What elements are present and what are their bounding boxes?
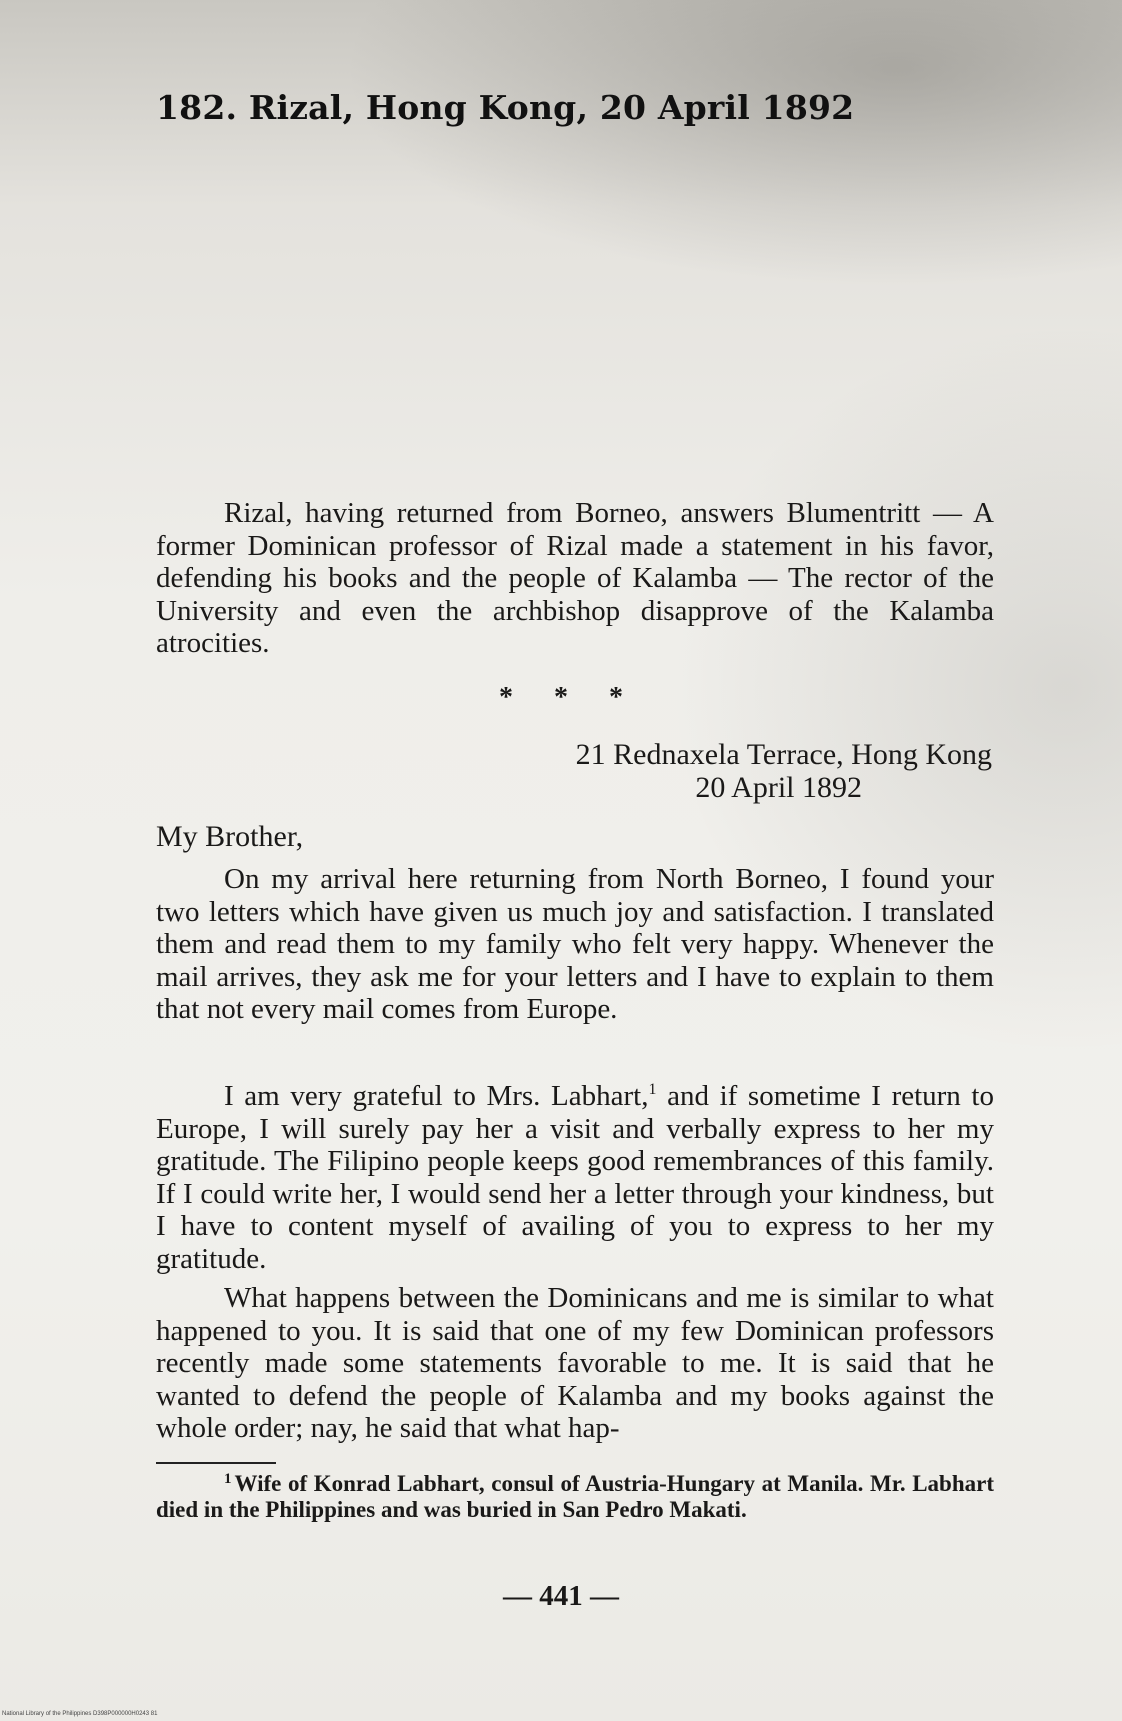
- separator-star: *: [609, 682, 623, 713]
- scan-credit: National Library of the Philippines D398P000000H0243 81: [2, 1711, 158, 1717]
- page-number: — 441 —: [503, 1580, 619, 1612]
- letter-date: 20 April 1892: [695, 771, 862, 804]
- body-paragraph-1: On my arrival here returning from North Borneo, I found your two letters which have given us much joy and satisfaction. I translated them and read them to my family who felt very happy. Whenever the mail arrives, they ask me for your letters and I have to explain to them that not every mail comes from Europe.: [156, 863, 994, 1025]
- separator-star: *: [499, 682, 513, 713]
- section-separator: [0, 682, 1122, 714]
- salutation: My Brother,: [156, 820, 304, 853]
- separator-star: *: [554, 682, 568, 713]
- footnote-text: Wife of Konrad Labhart, consul of Austria-Hungary at Manila. Mr. Labhart died in the Philippines and was buried in San Pedro Makati.: [156, 1471, 994, 1522]
- footnote-divider: [156, 1462, 276, 1464]
- body-paragraph-3: What happens between the Dominicans and me is similar to what happened to you. It is said that one of my few Dominican professors recently made some statements favorable to me. It is said that he wanted to defend the people of Kalamba and my books against the whole order; nay, he said that what hap-: [156, 1282, 994, 1444]
- footnote-number: 1: [224, 1471, 232, 1487]
- sender-address: 21 Rednaxela Terrace, Hong Kong: [575, 738, 992, 771]
- paragraph-text: and if sometime I return to Europe, I will surely pay her a visit and verbally express to her my gratitude. The Filipino people keeps good remembrances of this family. If I could write her, I would send her a letter through your kindness, but I have to content myself of availing of you to express to her my gratitude.: [156, 1080, 994, 1275]
- letter-summary: Rizal, having returned from Borneo, answers Blumentritt — A former Dominican professor of Rizal made a statement in his favor, defending his books and the people of Kalamba — The rector of the University and even the archbishop disapprove of the Kalamba atrocities.: [156, 497, 994, 659]
- footnote: [156, 1466, 994, 1523]
- footnote-reference: 1: [648, 1081, 657, 1098]
- body-paragraph-2: [156, 1074, 994, 1275]
- letter-heading: 182. Rizal, Hong Kong, 20 April 1892: [156, 88, 855, 127]
- paragraph-text: I am very grateful to Mrs. Labhart,: [224, 1080, 649, 1112]
